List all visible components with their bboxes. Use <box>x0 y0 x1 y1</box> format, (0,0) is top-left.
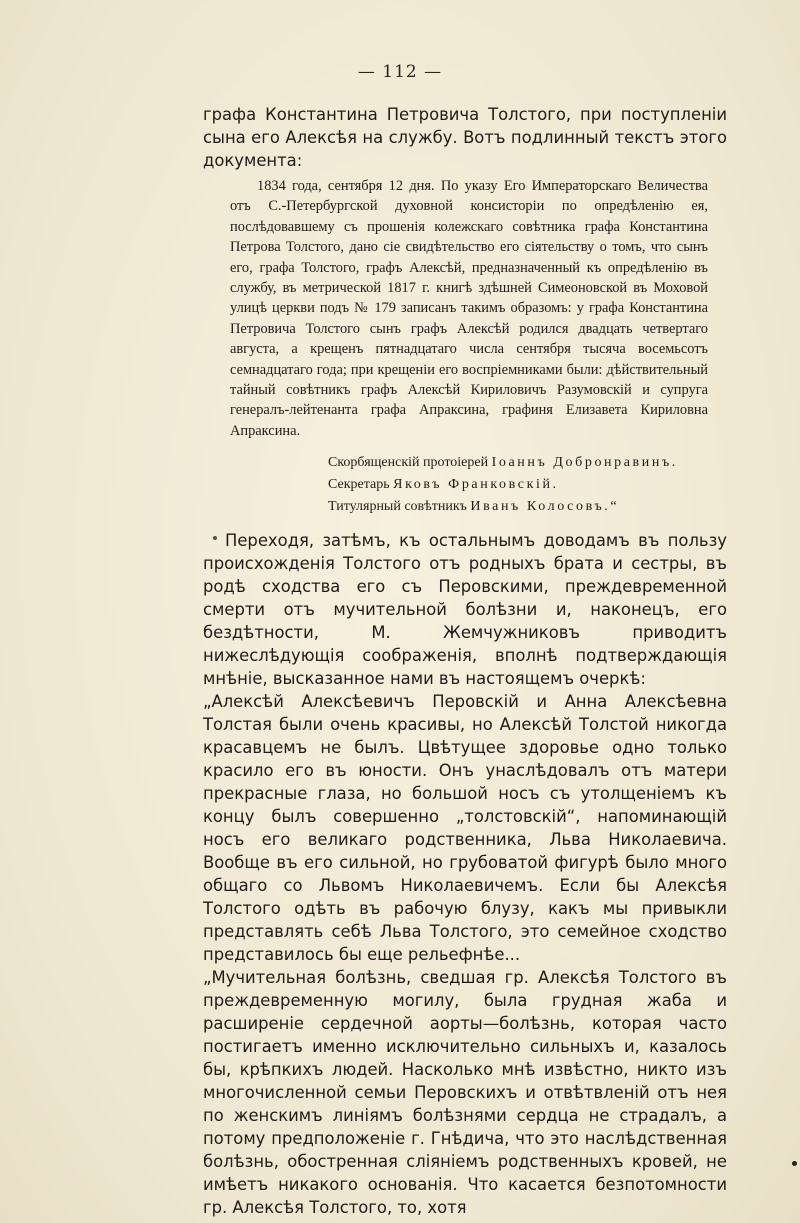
signature-title: Секретарь <box>328 477 390 492</box>
quote-text: 1834 года, сентября 12 дня. По указу Его Императорскаго Величества отъ С.-Петербургской духовной консисторіи по опредѣленію ея, послѣдовавшему съ прошенія колежскаго совѣтника графа Константина Петрова Толстого, дано сіе свидѣтельство его сіятельству о томъ, что сынъ его, графа Толстого, графъ Алексѣй, предназначенный къ опредѣленію въ службу, въ метрической 1817 г. книгѣ здѣшней Симеоновской въ Моховой улицѣ церкви подъ № 179 записанъ такимъ образомъ: у графа Константина Петровича Толстого сынъ графъ Алексѣй родился двадцать четвертаго августа, а крещенъ пятнадцатаго числа сентября тысяча восемьсотъ семнадцатаго года; при крещеніи его воспріемниками были: дѣйствительный тайный совѣтникъ графъ Алексѣй Кириловичъ Разумовскій и супруга генералъ-лейтенанта графа Апраксина, графиня Елизавета Кириловна Апраксина. <box>230 178 708 439</box>
signature-name: Иванъ Колосовъ.“ <box>470 499 620 514</box>
intro-paragraph <box>203 103 727 172</box>
signature-line <box>328 452 728 474</box>
main-text <box>203 529 727 1219</box>
paragraph: Переходя, затѣмъ, къ остальнымъ доводамъ въ пользу происхожденія Толстого отъ родныхъ брата и сестры, въ родѣ сходства его съ Перовскими, преждевременной смерти отъ мучительной болѣзни и, наконецъ, его бездѣтности, М. Жемчужниковъ приводитъ нижеслѣдующія соображенія, вполнѣ подтверждающія мнѣніе, высказанное нами въ настоящемъ очеркѣ: <box>203 531 727 688</box>
paragraph: „Мучительная болѣзнь, сведшая гр. Алексѣя Толстого въ преждевременную могилу, была грудная жаба и расширеніе сердечной аорты—болѣзнь, которая часто постигаетъ именно исключительно сильныхъ и, казалось бы, крѣпкихъ людей. Насколько мнѣ извѣстно, никто изъ многочисленной семьи Перовскихъ и отвѣтвленій отъ нея по женскимъ линіямъ болѣзнями сердца не страдалъ, а потому предположеніе г. Гнѣдича, что это наслѣдственная болѣзнь, обостренная сліяніемъ родственныхъ кровей, не имѣетъ никакого основанія. Что касается безпотомности гр. Алексѣя Толстого, то, хотя <box>203 968 727 1217</box>
ink-speck <box>792 1161 797 1166</box>
paragraph: „Алексѣй Алексѣевичъ Перовскій и Анна Алексѣевна Толстая были очень красивы, но Алексѣй Толстой никогда красавцемъ не былъ. Цвѣтущее здоровье одно только красило его въ юности. Онъ унаслѣдовалъ отъ матери прекрасные глаза, но большой носъ съ утолщеніемъ къ концу былъ совершенно „толстовскій“, напоминающій носъ его великаго родственника, Льва Николаевича. Вообще въ его сильной, но грубоватой фигурѣ было много общаго со Львомъ Николаевичемъ. Если бы Алексѣя Толстого одѣть въ рабочую блузу, какъ мы привыкли представлять себѣ Льва Толстого, это семейное сходство представилось бы еще рельефнѣе... <box>203 692 727 964</box>
signature-block <box>328 452 728 518</box>
page-number: — 112 — <box>357 62 443 82</box>
signature-name: Іоаннъ Добронравинъ. <box>491 455 678 470</box>
signature-title: Скорбященскій протоіерей <box>328 455 489 470</box>
document-quote <box>230 176 708 441</box>
signature-line <box>328 474 728 496</box>
signature-line <box>328 496 728 518</box>
signature-title: Титулярный совѣтникъ <box>328 499 467 514</box>
signature-name: Яковъ Франковскій. <box>393 477 559 492</box>
intro-text: графа Константина Петровича Толстого, при поступленіи сына его Алексѣя на службу. Вотъ подлинный текстъ этого документа: <box>203 105 727 170</box>
